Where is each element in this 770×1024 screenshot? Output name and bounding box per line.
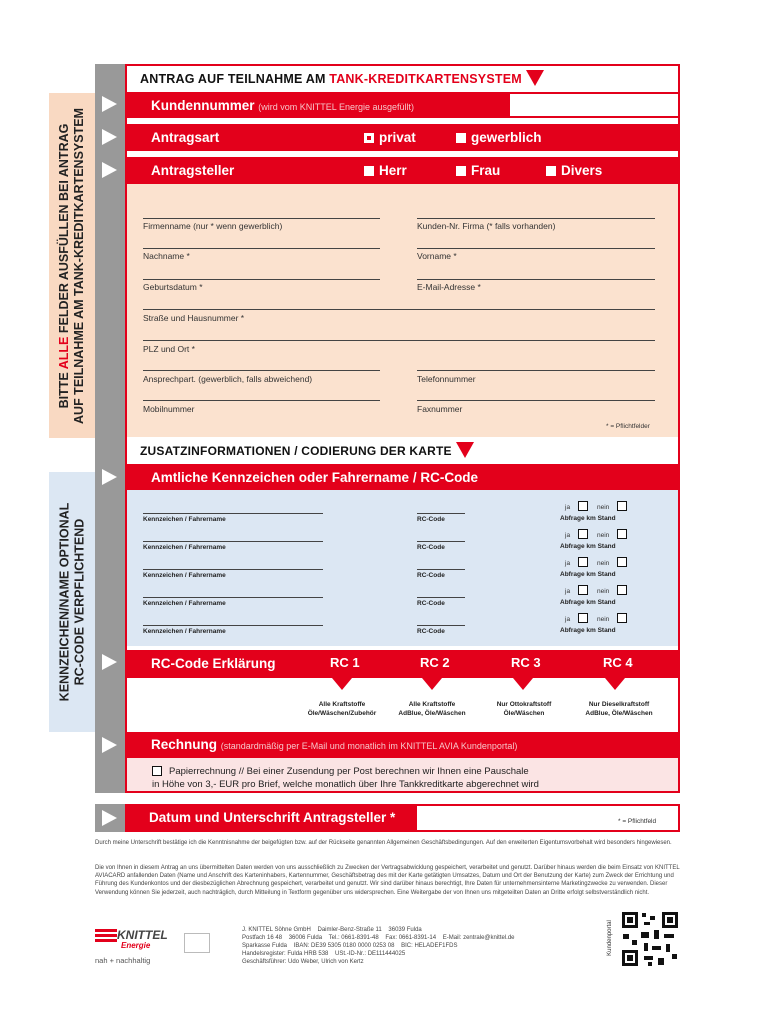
- strasse-field[interactable]: [143, 309, 655, 310]
- vorname-label: Vorname *: [417, 251, 457, 261]
- ja-label: ja: [565, 532, 571, 539]
- abfrage-km-label: Abfrage km Stand: [560, 627, 616, 634]
- km-nein-checkbox[interactable]: [617, 613, 627, 623]
- papierrechnung-line2: in Höhe von 3,- EUR pro Brief, welche monatlich über Ihre Tankkreditkarte abgerechnet wird: [152, 779, 539, 790]
- kennzeichen-label: Kennzeichen / Fahrername: [143, 600, 226, 607]
- nein-label: nein: [597, 588, 610, 595]
- km-nein-checkbox[interactable]: [617, 557, 627, 567]
- antragsart-bar: Antragsart privat gewerblich: [125, 124, 680, 151]
- down-triangle-icon: [526, 70, 544, 86]
- kundennummer-bar: Kundennummer (wird vom KNITTEL Energie ausgefüllt): [125, 92, 508, 118]
- herr-option[interactable]: Herr: [364, 163, 407, 178]
- ja-label: ja: [565, 504, 571, 511]
- geburtsdatum-label: Geburtsdatum *: [143, 282, 203, 292]
- gewerblich-option[interactable]: gewerblich: [456, 130, 542, 145]
- qr-code-icon[interactable]: [620, 910, 680, 968]
- email-label: E-Mail-Adresse *: [417, 282, 481, 292]
- arrow-icon: [102, 129, 117, 145]
- firmenname-label: Firmenname (nur * wenn gewerblich): [143, 221, 283, 231]
- arrow-icon: [102, 737, 117, 753]
- management-info: Geschäftsführer: Udo Weber, Ulrich von Kertz: [242, 959, 364, 965]
- abfrage-km-label: Abfrage km Stand: [560, 543, 616, 550]
- rechnung-bar: Rechnung (standardmäßig per E-Mail und monatlich im KNITTEL AVIA Kundenportal): [125, 732, 680, 758]
- ansprechpartner-label: Ansprechpart. (gewerblich, falls abweichend): [143, 374, 313, 384]
- privat-checkbox[interactable]: [364, 133, 374, 143]
- km-ja-checkbox[interactable]: [578, 529, 588, 539]
- rc1-label: RC 1: [330, 655, 360, 670]
- kennzeichen-field[interactable]: [143, 569, 323, 570]
- ja-label: ja: [565, 616, 571, 623]
- kundennummer-field[interactable]: [508, 92, 680, 118]
- rc3-label: RC 3: [511, 655, 541, 670]
- pflichtfeld-note: * = Pflichtfeld: [618, 818, 657, 825]
- rc4-pointer-icon: [605, 678, 625, 690]
- kennzeichen-field[interactable]: [143, 625, 323, 626]
- geburtsdatum-field[interactable]: [143, 279, 380, 280]
- frau-checkbox[interactable]: [456, 166, 466, 176]
- nein-label: nein: [597, 560, 610, 567]
- rc-code-label: RC-Code: [417, 544, 445, 551]
- km-nein-checkbox[interactable]: [617, 529, 627, 539]
- kennzeichen-label: Kennzeichen / Fahrername: [143, 572, 226, 579]
- kennzeichen-field[interactable]: [143, 597, 323, 598]
- nachname-label: Nachname *: [143, 251, 190, 261]
- vorname-field[interactable]: [417, 248, 655, 249]
- abfrage-km-label: Abfrage km Stand: [560, 599, 616, 606]
- firmenname-field[interactable]: [143, 218, 380, 219]
- arrow-icon: [102, 654, 117, 670]
- telefon-field[interactable]: [417, 370, 655, 371]
- rc-code-label: RC-Code: [417, 572, 445, 579]
- herr-checkbox[interactable]: [364, 166, 374, 176]
- rc-code-label: RC-Code: [417, 516, 445, 523]
- arrow-icon: [102, 96, 117, 112]
- bank-info: Sparkasse Fulda IBAN: DE39 5305 0180 0000 0253 08 BIC: HELADEF1FDS: [242, 943, 458, 949]
- rc1-pointer-icon: [332, 678, 352, 690]
- rc-code-field[interactable]: [417, 541, 465, 542]
- side-instruction-label: BITTE ALLE FELDER AUSFÜLLEN BEI ANTRAG AUF TEILNAHME AM TANK-KREDITKARTENSYSTEM: [49, 93, 95, 438]
- side-kennzeichen-label: KENNZEICHEN/NAME OPTIONAL RC-CODE VERPFLICHTEND: [49, 472, 95, 732]
- arrow-icon: [102, 810, 117, 826]
- frau-option[interactable]: Frau: [456, 163, 500, 178]
- rc4-description: Nur Dieselkraftstoff AdBlue, Öle/Wäschen: [585, 701, 653, 717]
- privat-option[interactable]: privat: [364, 130, 416, 145]
- kunden-nr-field[interactable]: [417, 218, 655, 219]
- km-ja-checkbox[interactable]: [578, 501, 588, 511]
- divers-option[interactable]: Divers: [546, 163, 602, 178]
- kennzeichen-field[interactable]: [143, 541, 323, 542]
- rc2-description: Alle Kraftstoffe AdBlue, Öle/Wäschen: [398, 701, 466, 717]
- plz-ort-field[interactable]: [143, 340, 655, 341]
- company-info: J. KNITTEL Söhne GmbH Daimler-Benz-Straße 11 36039 Fulda: [242, 927, 422, 933]
- arrow-icon: [102, 469, 117, 485]
- ja-label: ja: [565, 588, 571, 595]
- logo-bars-icon: [95, 929, 117, 944]
- fax-field[interactable]: [417, 400, 655, 401]
- rc2-label: RC 2: [420, 655, 450, 670]
- fax-label: Faxnummer: [417, 404, 463, 414]
- form-title: ANTRAG AUF TEILNAHME AM TANK-KREDITKARTENSYSTEM: [140, 70, 544, 86]
- nein-label: nein: [597, 532, 610, 539]
- unterschrift-bar: Datum und Unterschrift Antragsteller *: [125, 804, 415, 832]
- rc-code-label: RC-Code: [417, 600, 445, 607]
- rc-code-label: RC-Code: [417, 628, 445, 635]
- agb-text: Durch meine Unterschrift bestätige ich die Kenntnisnahme der beigefügten bzw. auf der Rückseite genannten Allgemeinen Geschäftsbedingungen. Auf den erweiterten Eigentumsvorbehalt wird besonders hingewiesen.: [95, 840, 672, 846]
- nein-label: nein: [597, 616, 610, 623]
- down-triangle-icon: [456, 442, 474, 458]
- contact-info: Postfach 16 48 36006 Fulda Tel.: 0661-8391-48 Fax: 0661-8391-14 E-Mail: zentrale@knittel.de: [242, 935, 515, 941]
- rc4-label: RC 4: [603, 655, 633, 670]
- papierrechnung-checkbox[interactable]: [152, 766, 162, 776]
- km-ja-checkbox[interactable]: [578, 613, 588, 623]
- plz-ort-label: PLZ und Ort *: [143, 344, 195, 354]
- ansprechpartner-field[interactable]: [143, 370, 380, 371]
- kunden-nr-label: Kunden-Nr. Firma (* falls vorhanden): [417, 221, 556, 231]
- km-nein-checkbox[interactable]: [617, 501, 627, 511]
- arrow-icon: [102, 162, 117, 178]
- register-info: Handelsregister: Fulda HRB 538 USt.-ID-Nr.: DE111444025: [242, 951, 406, 957]
- km-ja-checkbox[interactable]: [578, 585, 588, 595]
- km-ja-checkbox[interactable]: [578, 557, 588, 567]
- antragsteller-bar: Antragsteller Herr Frau Divers: [125, 157, 680, 184]
- rc-code-field[interactable]: [417, 569, 465, 570]
- abfrage-km-label: Abfrage km Stand: [560, 571, 616, 578]
- certificate-seal-icon: [184, 933, 210, 953]
- mobil-label: Mobilnummer: [143, 404, 195, 414]
- telefon-label: Telefonnummer: [417, 374, 476, 384]
- datenschutz-text: Die von Ihnen in diesem Antrag an uns übermittelten Daten werden von uns ausschließlich zu Zwecken der Vertragsabwicklung gespeichert, verarbeitet und genutzt. Darüber hinaus werden die beim Einsatz von KNITTEL AVIACARD anfallenden Daten (Name und Anschrift des Karteninhabers, Kartennummer, Geschäftsbetrag des mit der Karte getätigten Umsatzes, Datum und Ort der Benutzung der Karte) zum Zweck der Errichtung und Führung des Kundenkontos und der diesbezüglichen Abrechnung gespeichert, verarbeitet und genutzt. Wir sind darüber hinaus berechtigt, Ihre Daten für unternehmensinterne Marketingzwecke zu verwenden. Dieser Verwendung können Sie jederzeit, auch nachträglich, durch Mitteilung in Textform gegenüber uns widersprechen. Eine Weitergabe der von Ihnen uns mitgeteilten Daten an Dritte erfolgt selbstverständlich nicht.: [95, 865, 680, 896]
- pflichtfelder-note: * = Pflichtfelder: [606, 423, 650, 430]
- km-nein-checkbox[interactable]: [617, 585, 627, 595]
- rc1-description: Alle Kraftstoffe Öle/Wäschen/Zubehör: [307, 701, 377, 717]
- kennzeichen-label: Kennzeichen / Fahrername: [143, 628, 226, 635]
- ja-label: ja: [565, 560, 571, 567]
- email-field[interactable]: [417, 279, 655, 280]
- divers-checkbox[interactable]: [546, 166, 556, 176]
- nein-label: nein: [597, 504, 610, 511]
- nachname-field[interactable]: [143, 248, 380, 249]
- kennzeichen-bar: Amtliche Kennzeichen oder Fahrername / RC-Code: [125, 464, 680, 490]
- rc-code-field[interactable]: [417, 513, 465, 514]
- gewerblich-checkbox[interactable]: [456, 133, 466, 143]
- abfrage-km-label: Abfrage km Stand: [560, 515, 616, 522]
- rc3-pointer-icon: [513, 678, 533, 690]
- rc2-pointer-icon: [422, 678, 442, 690]
- zusatz-title: ZUSATZINFORMATIONEN / CODIERUNG DER KARTE: [140, 442, 474, 458]
- kennzeichen-field[interactable]: [143, 513, 323, 514]
- rc-code-bar: RC-Code Erklärung: [125, 650, 680, 678]
- mobil-field[interactable]: [143, 400, 380, 401]
- kundenportal-label: Kundenportal: [607, 920, 614, 956]
- kennzeichen-label: Kennzeichen / Fahrername: [143, 516, 226, 523]
- kennzeichen-label: Kennzeichen / Fahrername: [143, 544, 226, 551]
- rc-code-field[interactable]: [417, 597, 465, 598]
- strasse-label: Straße und Hausnummer *: [143, 313, 245, 323]
- rc3-description: Nur Ottokraftstoff Öle/Wäschen: [496, 701, 552, 717]
- papierrechnung-line1: Papierrechnung // Bei einer Zusendung per Post berechnen wir Ihnen eine Pauschale: [169, 766, 529, 777]
- rc-code-field[interactable]: [417, 625, 465, 626]
